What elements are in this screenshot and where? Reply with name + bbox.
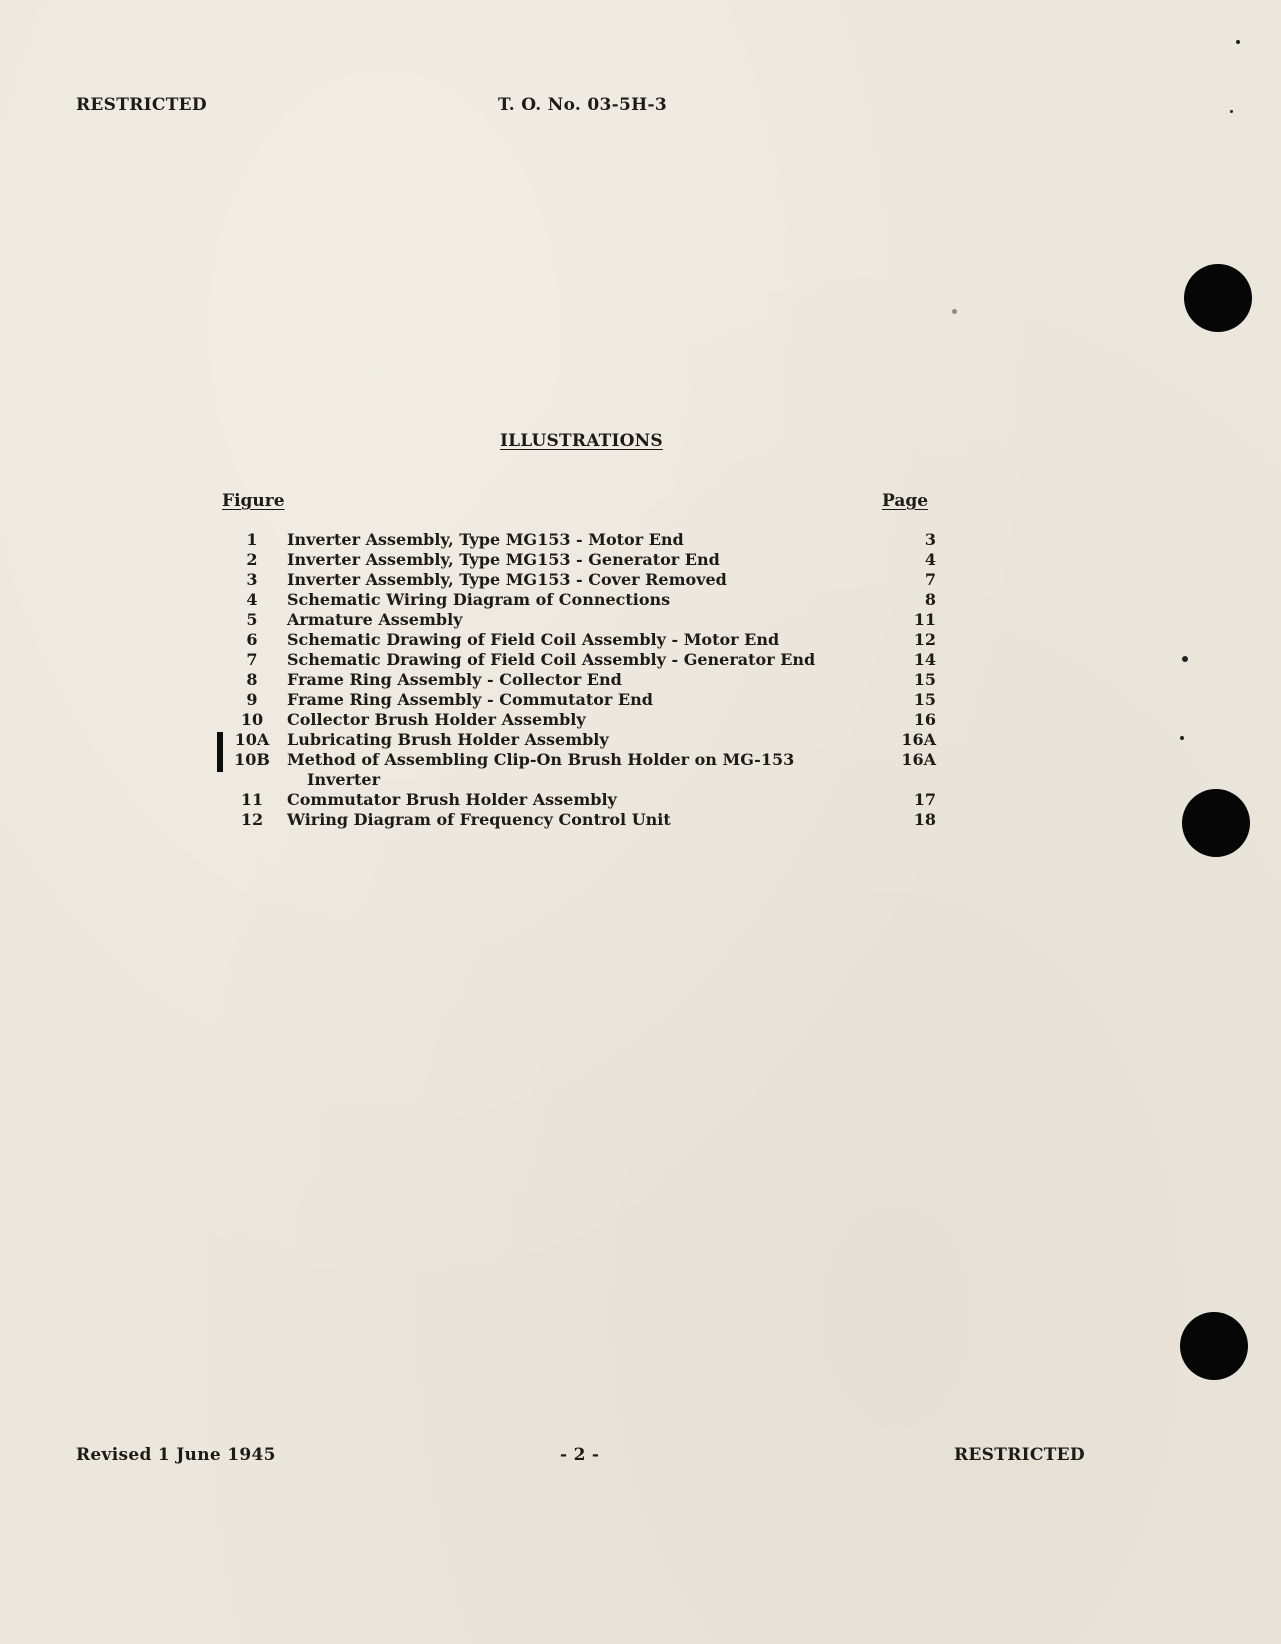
page-number: 15 [913,670,936,689]
figure-number: 2 [246,550,258,569]
page-number: 15 [913,690,936,709]
figure-number: 6 [246,630,258,649]
page-number: 16A [901,730,936,749]
figure-number: 9 [246,690,258,709]
page-number: 16A [901,750,936,769]
header-document-number: T. O. No. 03-5H-3 [498,95,667,115]
page-number: 8 [924,590,936,609]
figure-description: Inverter Assembly, Type MG153 - Cover Removed [287,570,727,589]
page-number: 4 [924,550,936,569]
paper-speck [952,309,957,314]
page-column-header: Page [882,491,929,511]
list-item [0,610,1281,630]
list-item [0,790,1281,810]
figure-column-header: Figure [222,491,285,511]
binder-hole-top [1184,264,1252,332]
page-number: 11 [913,610,936,629]
figure-description: Frame Ring Assembly - Commutator End [287,690,653,709]
figure-description: Frame Ring Assembly - Collector End [287,670,622,689]
page-number: 16 [913,710,936,729]
figure-description: Method of Assembling Clip-On Brush Holder on MG-153 [287,750,795,769]
figure-number: 10 [240,710,264,729]
footer-page-number: - 2 - [560,1445,600,1465]
figure-description: Schematic Drawing of Field Coil Assembly - Generator End [287,650,816,669]
figure-description: Wiring Diagram of Frequency Control Unit [287,810,671,829]
list-item [0,590,1281,610]
figure-description: Schematic Wiring Diagram of Connections [287,590,671,609]
illustrations-list [0,530,1281,830]
figure-number: 10A [234,730,270,749]
list-item [0,710,1281,730]
figure-description: Armature Assembly [287,610,463,629]
page-number: 17 [913,790,936,809]
figure-number: 5 [246,610,258,629]
page-title: ILLUSTRATIONS [500,431,663,451]
figure-description: Schematic Drawing of Field Coil Assembly - Motor End [287,630,780,649]
list-item [0,530,1281,550]
figure-description: Commutator Brush Holder Assembly [287,790,617,809]
list-item [0,550,1281,570]
list-item [0,570,1281,590]
footer-classification: RESTRICTED [954,1445,1085,1465]
page-number: 18 [913,810,936,829]
figure-description: Inverter [307,770,381,789]
list-item [0,730,1281,750]
figure-number: 8 [246,670,258,689]
list-item [0,750,1281,770]
list-item [0,630,1281,650]
figure-number: 11 [240,790,264,809]
figure-number: 12 [240,810,264,829]
figure-number: 7 [246,650,258,669]
figure-number: 4 [246,590,258,609]
paper-speck [1230,110,1233,113]
figure-number: 1 [246,530,258,549]
figure-description: Collector Brush Holder Assembly [287,710,586,729]
page-number: 7 [924,570,936,589]
figure-description: Lubricating Brush Holder Assembly [287,730,609,749]
figure-number: 10B [234,750,270,769]
list-item [0,810,1281,830]
header-classification: RESTRICTED [76,95,207,115]
figure-description: Inverter Assembly, Type MG153 - Motor End [287,530,684,549]
footer-revision-date: Revised 1 June 1945 [76,1445,276,1465]
list-item [0,650,1281,670]
paper-speck [1236,40,1240,44]
binder-hole-bottom [1180,1312,1248,1380]
list-item [0,670,1281,690]
list-item [0,690,1281,710]
figure-description: Inverter Assembly, Type MG153 - Generator End [287,550,720,569]
figure-number: 3 [246,570,258,589]
page-number: 12 [913,630,936,649]
page-number: 14 [913,650,936,669]
page-number: 3 [924,530,936,549]
list-item-continuation [0,770,1281,790]
